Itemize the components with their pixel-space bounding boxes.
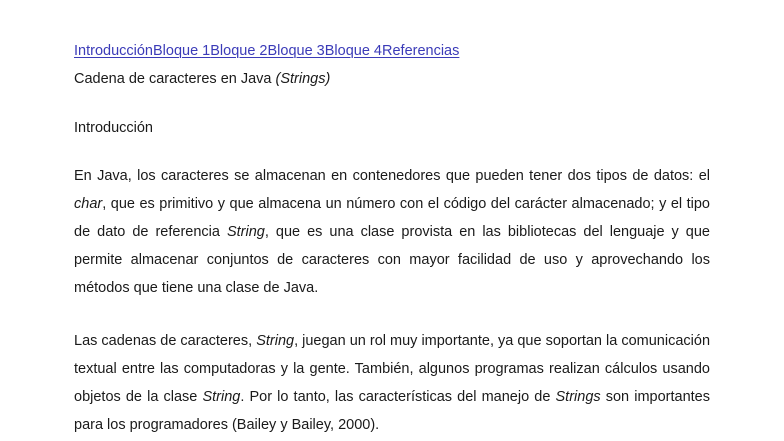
paragraph1-text-2: , que es primitivo y que almacena un número con el código del carácter almacenado; y el tipo de dato de referencia bbox=[74, 196, 710, 240]
nav-link-bloque-2[interactable]: Bloque 2 bbox=[210, 43, 268, 59]
nav-link-bloque-1[interactable]: Bloque 1 bbox=[153, 43, 211, 59]
nav-link-bloque-4[interactable]: Bloque 4 bbox=[324, 43, 382, 59]
paragraph1-string-term: String bbox=[226, 224, 265, 240]
page-subtitle bbox=[74, 70, 330, 88]
paragraph1-text-1: En Java, los caracteres se almacenan en contenedores que pueden tener dos tipos de datos: el bbox=[74, 168, 710, 184]
nav-link-introduccion[interactable]: Introducción bbox=[74, 43, 153, 59]
paragraph2-text-2: , juegan un rol muy importante, ya que soportan la comunicación textual entre las computadoras y la gente. También, algunos programas realizan cálculos usando objetos de la clase bbox=[74, 333, 711, 405]
nav-links bbox=[74, 42, 459, 60]
paragraph1-text-3: , que es una clase provista en las bibliotecas del lenguaje y que permite almacenar conjuntos de caracteres con mayor facilidad de uso y aprovechando los métodos que tiene una clase de Java. bbox=[74, 224, 710, 296]
paragraph2-string-term-1: String bbox=[256, 333, 295, 349]
paragraph-intro bbox=[74, 162, 710, 302]
paragraph2-string-term-2: String bbox=[202, 389, 241, 405]
paragraph1-char-term: char bbox=[74, 196, 103, 212]
paragraph-strings bbox=[74, 327, 710, 439]
paragraph2-strings-term: Strings bbox=[555, 389, 601, 405]
paragraph2-text-3: . Por lo tanto, las características del manejo de bbox=[240, 389, 556, 405]
section-title: Introducción bbox=[74, 120, 153, 136]
paragraph2-text-4: son importantes para los programadores (Bailey y Bailey, 2000). bbox=[74, 389, 710, 433]
nav-link-bloque-3[interactable]: Bloque 3 bbox=[267, 43, 325, 59]
nav-link-referencias[interactable]: Referencias bbox=[382, 43, 460, 59]
paragraph2-text-1: Las cadenas de caracteres, bbox=[74, 333, 257, 349]
subtitle-text: Cadena de caracteres en Java bbox=[74, 71, 276, 87]
subtitle-italic: (Strings) bbox=[275, 71, 331, 87]
